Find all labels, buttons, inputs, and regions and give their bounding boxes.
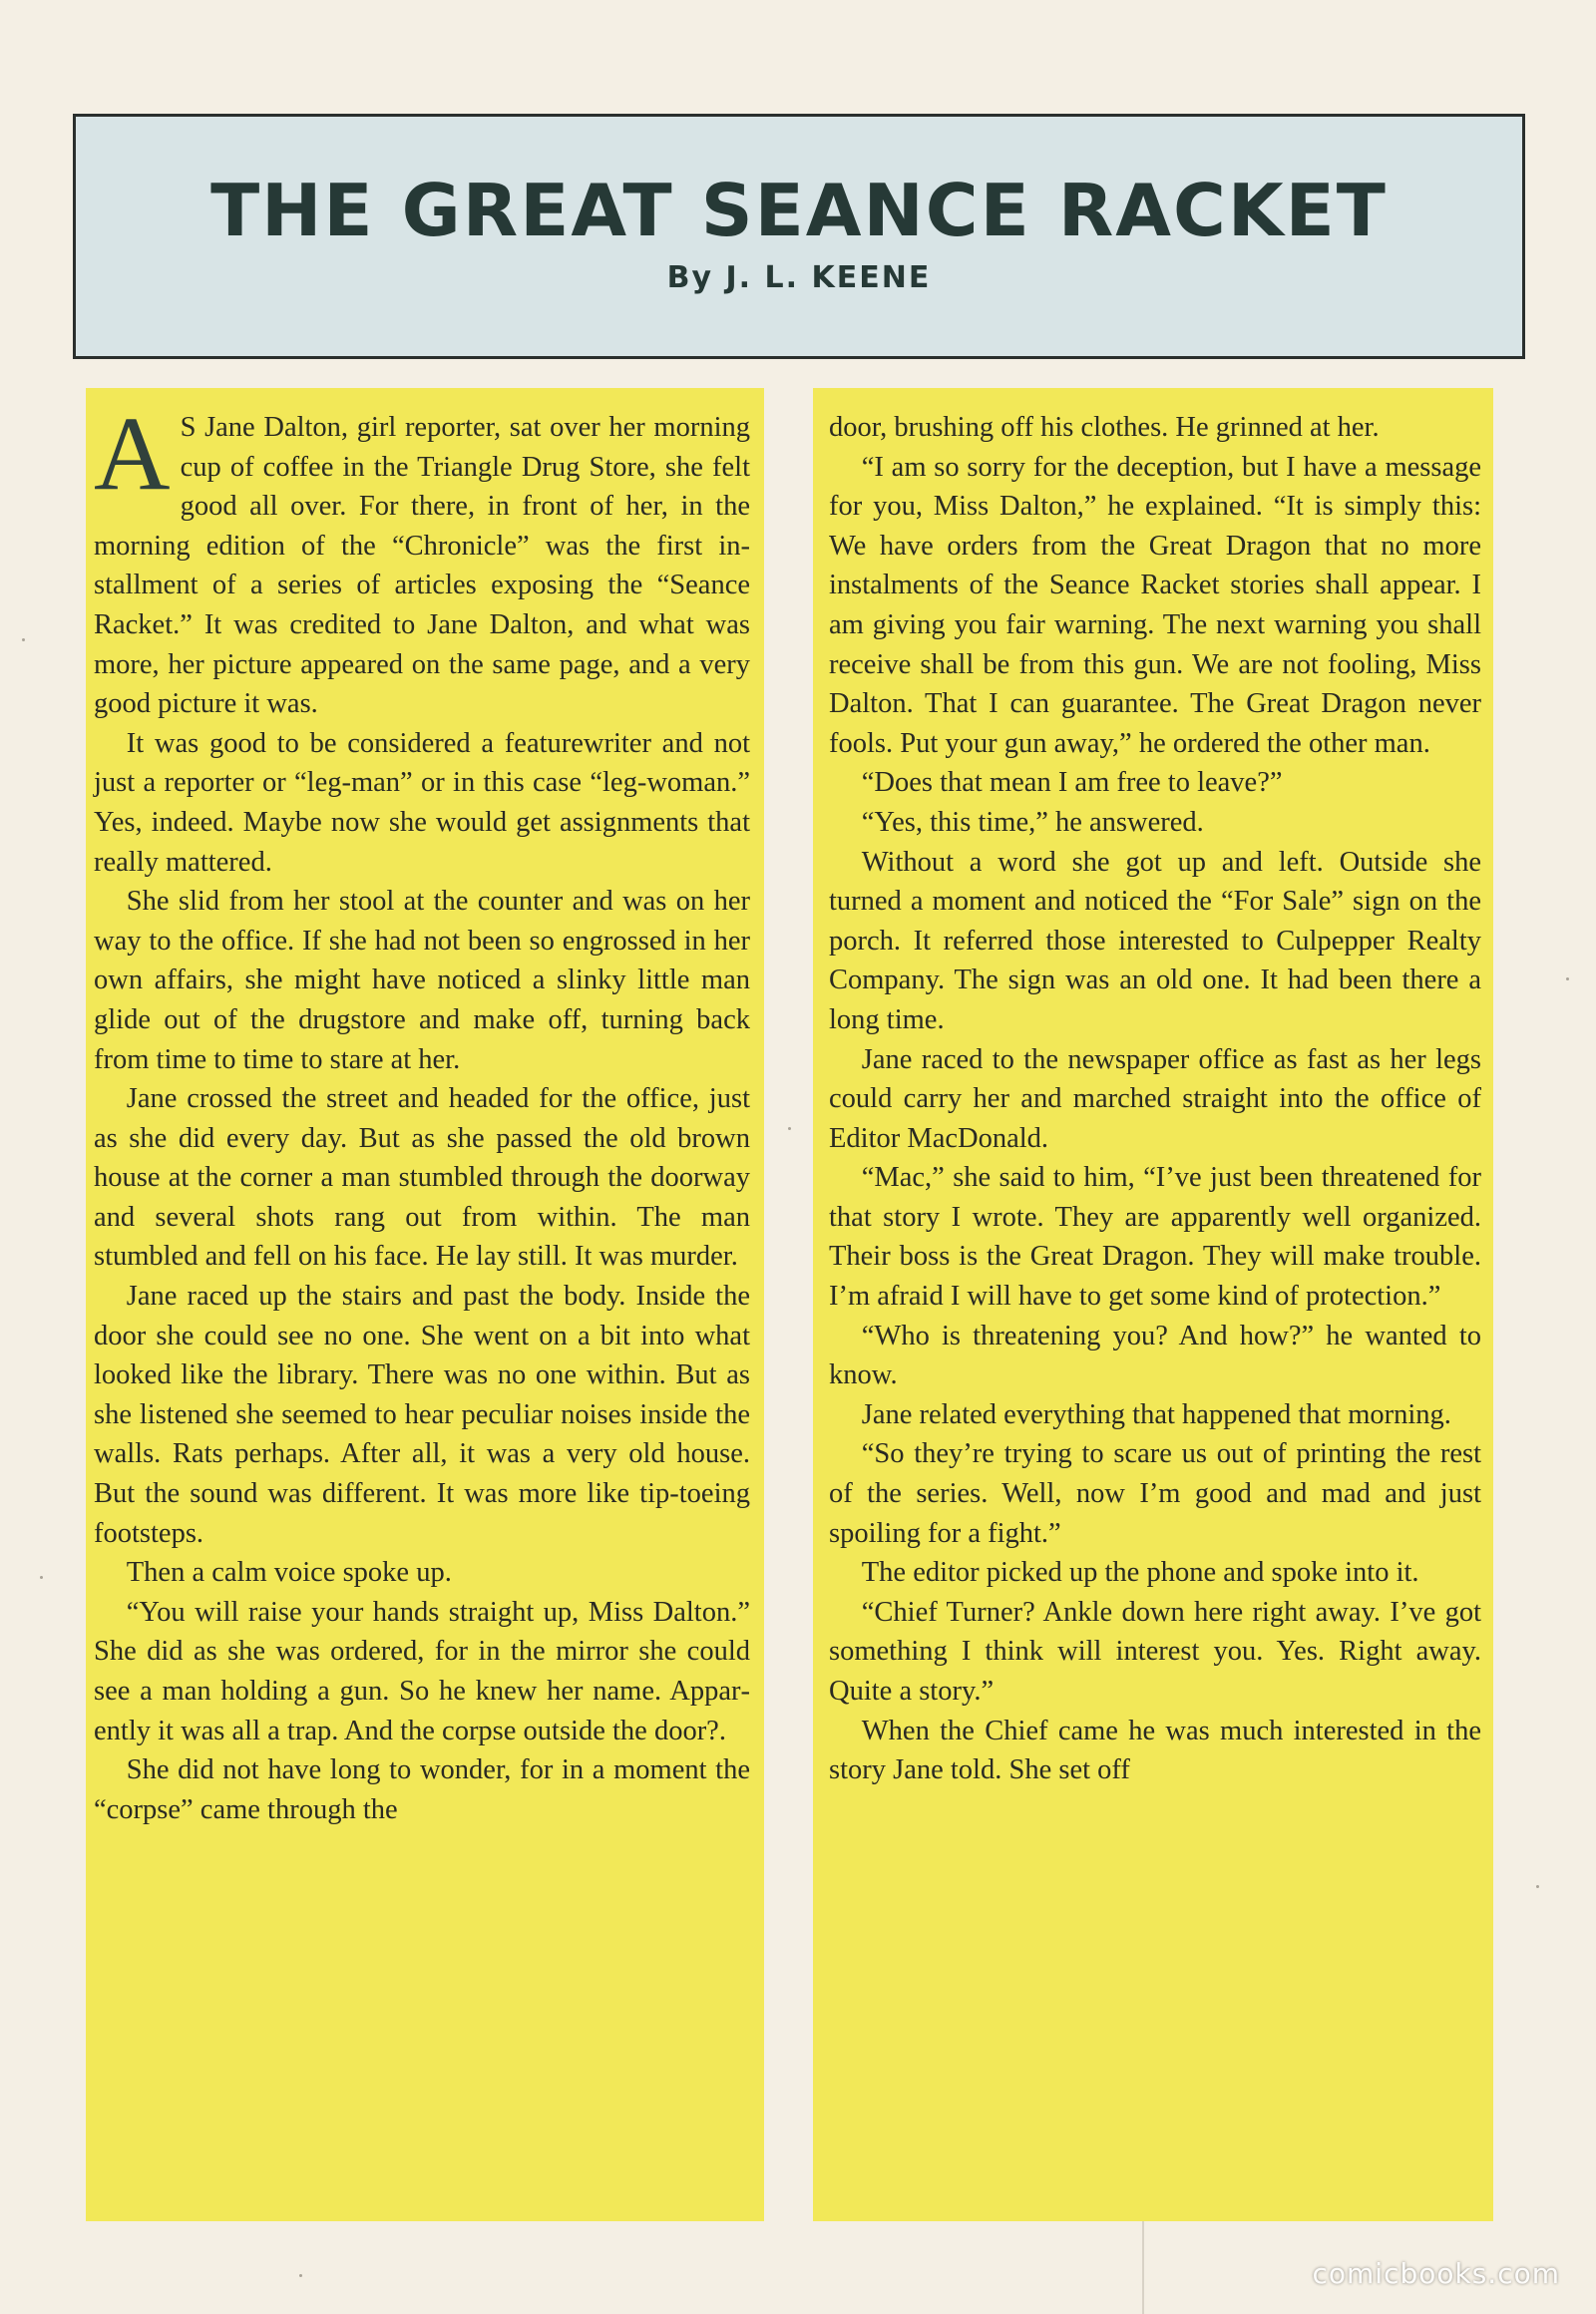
title-banner [73,114,1525,359]
paragraph-text: S Jane Dalton, girl reporter, sat over her morning cup of coffee in the Triangle Drug Store, she felt good all over. For there, in front of her, in the morning edition of the “Chronicle” was the first installment of a series of articles exposing the “Seance Racket.” It was credited to Jane Dalton, and what was more, her picture appeared on the same page, and a very good picture it was. [94,412,750,720]
article-title: THE GREAT SEANCE RACKET [210,169,1388,252]
paragraph: She did not have long to wonder, for in a moment the “corpse” came through the [94,1754,750,1825]
paragraph: “You will raise your hands straight up, Miss Dalton.” She did as she was ordered, for in the mirror she could see a man holding a gun. So he knew her name. Apparently it was all a trap. And the corpse outside the door?. [94,1596,750,1746]
paragraph: “Does that mean I am free to leave?” [861,767,1283,799]
paragraph [94,395,750,724]
paragraph: “So they’re trying to scare us out of printing the rest of the series. Well, now I’m good and mad and just spoiling for a fight.” [829,1438,1481,1549]
byline: By J. L. KEENE [666,260,932,295]
paragraph: “I am so sorry for the deception, but I have a message for you, Miss Dalton,” he explained. “It is simply this: We have orders from the Great Dragon that no more instalments of the Seance Racket stories shall appear. I am giving you fair warning. The next warning you shall receive shall be from this gun. We are not fooling, Miss Dalton. That I can guarantee. The Great Dragon never fools. Put your gun away,” he ordered the other man. [829,451,1481,759]
paragraph: Then a calm voice spoke up. [126,1557,452,1589]
paragraph: Without a word she got up and left. Outside she turned a moment and noticed the “For Sale” sign on the porch. It referred those interested to Culpepper Realty Company. The sign was an old one. It had been there a long time. [829,846,1481,1035]
paragraph: “Yes, this time,” he answered. [861,806,1204,838]
paragraph: Jane raced up the stairs and past the body. Inside the door she could see no one. She went on a bit into what looked like the library. There was no one within. But as she listened she seemed to hear peculiar noises inside the walls. Rats perhaps. After all, it was a very old house. But the sound was different. It was more like tip-toeing footsteps. [94,1281,750,1549]
paragraph: “Mac,” she said to him, “I’ve just been threatened for that story I wrote. They are apparently well organized. Their boss is the Great Dragon. They will make trouble. I’m afraid I will have to get some kind of protection.” [829,1162,1481,1313]
paragraph: “Who is threatening you? And how?” he wanted to know. [829,1320,1481,1391]
drop-cap: A [94,395,171,512]
article-column-left [86,388,764,2221]
watermark: comicbooks.com [1312,2257,1560,2290]
paragraph: Jane related everything that happened that morning. [861,1398,1451,1430]
paragraph: “Chief Turner? Ankle down here right away. I’ve got something I think will interest you. Yes. Right away. Quite a story.” [829,1596,1481,1707]
paragraph: When the Chief came he was much interested in the story Jane told. She set off [829,1715,1481,1786]
paragraph: Jane crossed the street and headed for the office, just as she did every day. But as she passed the old brown house at the corner a man stumbled through the doorway and several shots rang out from within. The man stumbled and fell on his face. He lay still. It was murder. [94,1083,750,1273]
paragraph: door, brushing off his clothes. He grinned at her. [829,412,1380,443]
article-column-right [813,388,1493,2221]
paragraph: The editor picked up the phone and spoke into it. [861,1557,1419,1589]
paragraph: It was good to be considered a featurewriter and not just a reporter or “leg-man” or in this case “leg-woman.” Yes, indeed. Maybe now she would get assignments that really mattered. [94,727,750,878]
paragraph: Jane raced to the newspaper office as fast as her legs could carry her and marched straight into the office of Editor MacDonald. [829,1043,1481,1154]
paragraph: She slid from her stool at the counter and was on her way to the office. If she had not been so engrossed in her own affairs, she might have noticed a slinky little man glide out of the drugstore and make off, turning back from time to time to stare at her. [94,886,750,1075]
